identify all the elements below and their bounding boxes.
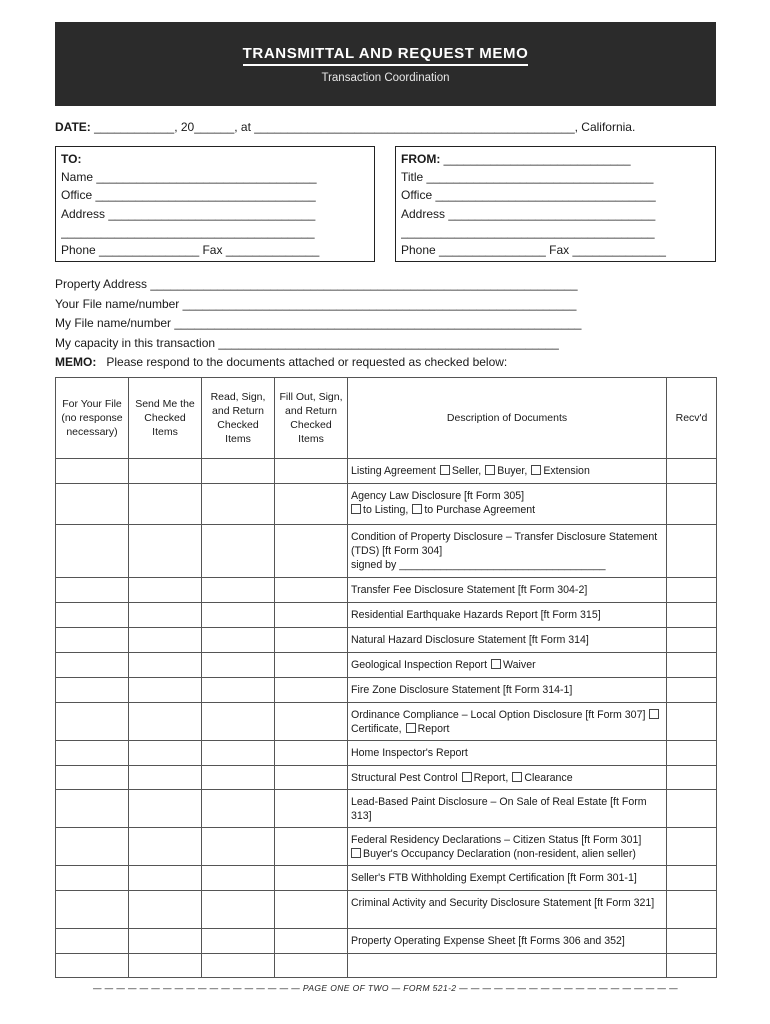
description-cell: Agency Law Disclosure [ft Form 305] to Listing, to Purchase Agreement bbox=[348, 484, 667, 525]
checkbox-report[interactable] bbox=[406, 723, 416, 733]
cell-send-me[interactable] bbox=[129, 578, 202, 603]
table-row bbox=[56, 653, 717, 678]
cell-for-your-file[interactable] bbox=[56, 484, 129, 525]
cell-for-your-file[interactable] bbox=[56, 603, 129, 628]
doc-condition-of-property: Condition of Property Disclosure – Transfer Disclosure Statement (TDS) [ft Form 304] bbox=[351, 531, 658, 557]
header-fill-out-sign-return: Fill Out, Sign, and Return Checked Items bbox=[275, 378, 348, 459]
checkbox-pest-report[interactable] bbox=[462, 772, 472, 782]
memo-text: Please respond to the documents attached or requested as checked below: bbox=[106, 355, 508, 369]
cell-received[interactable] bbox=[667, 703, 717, 741]
cell-send-me[interactable] bbox=[129, 891, 202, 929]
cell-read-sign[interactable] bbox=[202, 790, 275, 828]
memo-label: MEMO: bbox=[55, 355, 97, 369]
cell-read-sign[interactable] bbox=[202, 703, 275, 741]
cell-fill-out[interactable] bbox=[275, 766, 348, 790]
header-received: Recv'd bbox=[667, 378, 717, 459]
cell-read-sign[interactable] bbox=[202, 603, 275, 628]
table-row bbox=[56, 703, 717, 741]
from-phone-fax-field[interactable]: Phone ________________ Fax ______________ bbox=[401, 243, 666, 258]
from-heading: FROM: bbox=[401, 152, 441, 166]
doc-operating-expense: Property Operating Expense Sheet [ft Forms 306 and 352] bbox=[348, 929, 667, 954]
cell-send-me[interactable] bbox=[129, 828, 202, 866]
cell-fill-out[interactable] bbox=[275, 484, 348, 525]
cell-for-your-file[interactable] bbox=[56, 891, 129, 929]
table-row bbox=[56, 678, 717, 703]
cell-for-your-file[interactable] bbox=[56, 525, 129, 578]
doc-ftb-withholding: Seller's FTB Withholding Exempt Certification [ft Form 301-1] bbox=[348, 866, 667, 891]
page-footer: — — — — — — — — — — — — — — — — — — PAGE ONE OF TWO — FORM 521-2 — — — — — — — — — — — — — — — — — — — bbox=[93, 983, 678, 993]
checkbox-buyer[interactable] bbox=[485, 465, 495, 475]
cell-for-your-file[interactable] bbox=[56, 741, 129, 766]
cell-fill-out[interactable] bbox=[275, 929, 348, 954]
description-cell: Structural Pest Control Report, Clearance bbox=[348, 766, 667, 790]
cell-for-your-file[interactable] bbox=[56, 929, 129, 954]
form-subtitle: Transaction Coordination bbox=[321, 72, 450, 84]
cell-send-me[interactable] bbox=[129, 703, 202, 741]
cell-received[interactable] bbox=[667, 525, 717, 578]
cell-fill-out[interactable] bbox=[275, 653, 348, 678]
header-read-sign-return: Read, Sign, and Return Checked Items bbox=[202, 378, 275, 459]
to-address-line2[interactable]: ______________________________________ bbox=[61, 224, 315, 239]
cell-for-your-file[interactable] bbox=[56, 628, 129, 653]
cell-send-me[interactable] bbox=[129, 766, 202, 790]
cell-read-sign[interactable] bbox=[202, 954, 275, 978]
cell-send-me[interactable] bbox=[129, 678, 202, 703]
date-fields[interactable]: ____________, 20______, at ________________________________________________, California. bbox=[90, 120, 636, 134]
cell-send-me[interactable] bbox=[129, 603, 202, 628]
my-file-field[interactable]: My File name/number _____________________________________________________________ bbox=[55, 316, 582, 330]
table-row bbox=[56, 459, 717, 484]
checkbox-to-listing[interactable] bbox=[351, 504, 361, 514]
description-cell: Listing Agreement Seller, Buyer, Extension bbox=[348, 459, 667, 484]
cell-for-your-file[interactable] bbox=[56, 578, 129, 603]
cell-read-sign[interactable] bbox=[202, 653, 275, 678]
doc-agency-law-disclosure: Agency Law Disclosure [ft Form 305] bbox=[351, 490, 525, 502]
doc-criminal-activity: Criminal Activity and Security Disclosure Statement [ft Form 321] bbox=[348, 891, 667, 929]
cell-received[interactable] bbox=[667, 741, 717, 766]
cell-for-your-file[interactable] bbox=[56, 653, 129, 678]
cell-read-sign[interactable] bbox=[202, 891, 275, 929]
table-row bbox=[56, 866, 717, 891]
from-address-field[interactable]: Address _______________________________ bbox=[401, 206, 656, 221]
cell-send-me[interactable] bbox=[129, 459, 202, 484]
to-name-field[interactable]: Name _________________________________ bbox=[61, 170, 317, 185]
table-row bbox=[56, 603, 717, 628]
cell-fill-out[interactable] bbox=[275, 603, 348, 628]
cell-received[interactable] bbox=[667, 891, 717, 929]
cell-received[interactable] bbox=[667, 828, 717, 866]
cell-read-sign[interactable] bbox=[202, 678, 275, 703]
cell-received[interactable] bbox=[667, 484, 717, 525]
doc-structural-pest: Structural Pest Control bbox=[351, 772, 458, 784]
cell-read-sign[interactable] bbox=[202, 929, 275, 954]
from-title-field[interactable]: Title __________________________________ bbox=[401, 170, 654, 185]
table-row-blank bbox=[56, 954, 717, 978]
signed-by-field[interactable]: signed by ___________________________________ bbox=[351, 559, 606, 571]
cell-read-sign[interactable] bbox=[202, 484, 275, 525]
table-row bbox=[56, 828, 717, 866]
cell-received[interactable] bbox=[667, 954, 717, 978]
cell-fill-out[interactable] bbox=[275, 459, 348, 484]
table-row bbox=[56, 525, 717, 578]
cell-received[interactable] bbox=[667, 766, 717, 790]
cell-read-sign[interactable] bbox=[202, 741, 275, 766]
from-name-field[interactable]: ____________________________ bbox=[440, 152, 631, 166]
cell-for-your-file[interactable] bbox=[56, 828, 129, 866]
cell-received[interactable] bbox=[667, 929, 717, 954]
cell-received[interactable] bbox=[667, 678, 717, 703]
cell-fill-out[interactable] bbox=[275, 741, 348, 766]
cell-send-me[interactable] bbox=[129, 525, 202, 578]
cell-received[interactable] bbox=[667, 603, 717, 628]
cell-for-your-file[interactable] bbox=[56, 703, 129, 741]
date-label: DATE: bbox=[55, 120, 91, 134]
description-cell bbox=[348, 525, 667, 578]
cell-fill-out[interactable] bbox=[275, 678, 348, 703]
cell-for-your-file[interactable] bbox=[56, 766, 129, 790]
table-row bbox=[56, 891, 717, 929]
cell-send-me[interactable] bbox=[129, 954, 202, 978]
checkbox-clearance[interactable] bbox=[512, 772, 522, 782]
cell-read-sign[interactable] bbox=[202, 766, 275, 790]
cell-fill-out[interactable] bbox=[275, 703, 348, 741]
doc-geological-inspection: Geological Inspection Report bbox=[351, 659, 488, 671]
table-row bbox=[56, 929, 717, 954]
cell-read-sign[interactable] bbox=[202, 828, 275, 866]
cell-received[interactable] bbox=[667, 653, 717, 678]
description-cell: Geological Inspection Report Waiver bbox=[348, 653, 667, 678]
header-for-your-file: For Your File (no response necessary) bbox=[56, 378, 129, 459]
table-row bbox=[56, 741, 717, 766]
cell-fill-out[interactable] bbox=[275, 525, 348, 578]
description-cell-blank[interactable] bbox=[348, 954, 667, 978]
description-cell: Federal Residency Declarations – Citizen Status [ft Form 301] Buyer's Occupancy Declaration (non-resident, alien seller) bbox=[348, 828, 667, 866]
cell-send-me[interactable] bbox=[129, 866, 202, 891]
checkbox-to-purchase-agreement[interactable] bbox=[412, 504, 422, 514]
cell-read-sign[interactable] bbox=[202, 628, 275, 653]
table-header-row bbox=[56, 378, 717, 459]
header-description: Description of Documents bbox=[348, 378, 667, 459]
to-heading: TO: bbox=[61, 152, 82, 166]
cell-fill-out[interactable] bbox=[275, 954, 348, 978]
table-row bbox=[56, 790, 717, 828]
memo-line bbox=[55, 353, 716, 373]
cell-for-your-file[interactable] bbox=[56, 866, 129, 891]
cell-fill-out[interactable] bbox=[275, 866, 348, 891]
from-address-line2[interactable]: ______________________________________ bbox=[401, 224, 655, 239]
cell-send-me[interactable] bbox=[129, 484, 202, 525]
form-header bbox=[55, 22, 716, 106]
cell-fill-out[interactable] bbox=[275, 578, 348, 603]
cell-for-your-file[interactable] bbox=[56, 954, 129, 978]
table-row bbox=[56, 484, 717, 525]
cell-send-me[interactable] bbox=[129, 653, 202, 678]
table-row bbox=[56, 628, 717, 653]
doc-ordinance-compliance: Ordinance Compliance – Local Option Disclosure [ft Form 307] bbox=[351, 709, 646, 721]
cell-fill-out[interactable] bbox=[275, 891, 348, 929]
cell-send-me[interactable] bbox=[129, 929, 202, 954]
table-row bbox=[56, 766, 717, 790]
doc-transfer-fee-disclosure: Transfer Fee Disclosure Statement [ft Form 304-2] bbox=[348, 578, 667, 603]
doc-lead-based-paint: Lead-Based Paint Disclosure – On Sale of Real Estate [ft Form 313] bbox=[348, 790, 667, 828]
cell-for-your-file[interactable] bbox=[56, 678, 129, 703]
your-file-field[interactable]: Your File name/number ___________________________________________________________ bbox=[55, 296, 577, 311]
checkbox-extension[interactable] bbox=[531, 465, 541, 475]
property-address-field[interactable]: Property Address ________________________________________________________________ bbox=[55, 277, 578, 291]
checkbox-waiver[interactable] bbox=[491, 659, 501, 669]
cell-received[interactable] bbox=[667, 866, 717, 891]
doc-natural-hazard: Natural Hazard Disclosure Statement [ft Form 314] bbox=[348, 628, 667, 653]
doc-home-inspector: Home Inspector's Report bbox=[348, 741, 667, 766]
cell-fill-out[interactable] bbox=[275, 790, 348, 828]
cell-read-sign[interactable] bbox=[202, 525, 275, 578]
cell-received[interactable] bbox=[667, 578, 717, 603]
to-address-field[interactable]: Address _______________________________ bbox=[61, 206, 316, 221]
capacity-field[interactable]: My capacity in this transaction ___________________________________________________ bbox=[55, 335, 559, 350]
cell-send-me[interactable] bbox=[129, 628, 202, 653]
cell-send-me[interactable] bbox=[129, 741, 202, 766]
cell-fill-out[interactable] bbox=[275, 828, 348, 866]
cell-received[interactable] bbox=[667, 459, 717, 484]
cell-received[interactable] bbox=[667, 790, 717, 828]
checkbox-buyers-occupancy[interactable] bbox=[351, 848, 361, 858]
cell-fill-out[interactable] bbox=[275, 628, 348, 653]
doc-fire-zone: Fire Zone Disclosure Statement [ft Form 314-1] bbox=[348, 678, 667, 703]
to-box bbox=[55, 146, 375, 262]
doc-federal-residency: Federal Residency Declarations – Citizen Status [ft Form 301] bbox=[351, 834, 642, 846]
to-office-field[interactable]: Office _________________________________ bbox=[61, 188, 316, 203]
checkbox-seller[interactable] bbox=[440, 465, 450, 475]
cell-send-me[interactable] bbox=[129, 790, 202, 828]
cell-read-sign[interactable] bbox=[202, 459, 275, 484]
cell-read-sign[interactable] bbox=[202, 866, 275, 891]
property-section bbox=[55, 275, 716, 373]
doc-earthquake-hazards: Residential Earthquake Hazards Report [ft Form 315] bbox=[348, 603, 667, 628]
header-send-me: Send Me the Checked Items bbox=[129, 378, 202, 459]
cell-received[interactable] bbox=[667, 628, 717, 653]
cell-read-sign[interactable] bbox=[202, 578, 275, 603]
to-phone-fax-field[interactable]: Phone _______________ Fax ______________ bbox=[61, 243, 320, 258]
from-box bbox=[395, 146, 716, 262]
documents-table bbox=[55, 377, 717, 978]
table-row bbox=[56, 578, 717, 603]
date-line[interactable] bbox=[55, 120, 716, 134]
doc-listing-agreement: Listing Agreement bbox=[351, 465, 436, 477]
cell-for-your-file[interactable] bbox=[56, 459, 129, 484]
form-title: TRANSMITTAL AND REQUEST MEMO bbox=[55, 45, 716, 62]
checkbox-certificate[interactable] bbox=[649, 709, 659, 719]
from-office-field[interactable]: Office _________________________________ bbox=[401, 188, 656, 203]
cell-for-your-file[interactable] bbox=[56, 790, 129, 828]
description-cell: Ordinance Compliance – Local Option Disclosure [ft Form 307]Certificate, Report bbox=[348, 703, 667, 741]
